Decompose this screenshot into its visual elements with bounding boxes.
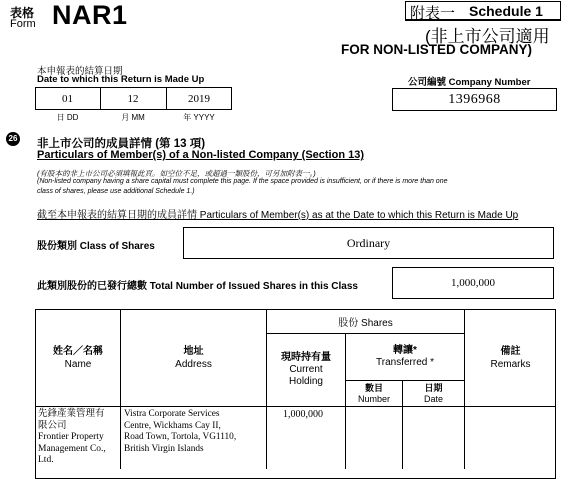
col-address-header [121,310,266,406]
section-note-en-2: class of shares, please use additional Schedule 1.) [37,188,195,195]
col-transferred-header [346,334,464,380]
col-address-zh: 地址 [183,346,204,357]
section-title-en: Particulars of Member(s) of a Non-listed Company (Section 13) [37,149,365,161]
member-address [124,409,236,455]
member-name-line: Frontier Property [38,432,104,442]
schedule-en: Schedule 1 [469,3,543,19]
col-address-en: Address [175,359,212,370]
member-name-line: 限公司 [38,420,67,431]
return-date-day: 01 [62,92,73,105]
col-holding-en-1: Current [289,364,323,375]
member-current-holding: 1,000,000 [283,409,323,420]
return-date-label-zh: 本申報表的結算日期 [37,66,123,77]
company-number-label: 公司編號 Company Number [408,77,531,88]
col-holding-header [267,334,345,406]
form-label-zh: 表格 [10,6,35,20]
return-date-month-label: 月 MM [121,112,145,122]
issued-shares-label: 此類別股份的已發行總數 Total Number of Issued Shares in this Class [37,281,358,292]
col-remarks-zh: 備註 [500,346,521,357]
member-address-line: British Virgin Islands [124,443,204,454]
col-transferred-zh: 轉讓* [393,345,417,356]
member-address-line: Vistra Corporate Services [124,409,220,419]
col-date-header [403,381,464,406]
return-date-year-label: 年 YYYY [183,112,215,122]
form-label-en: Form [10,18,36,30]
issued-shares-value: 1,000,000 [451,277,495,289]
col-date-en: Date [423,393,443,404]
class-of-shares-value: Ordinary [346,235,391,250]
col-holding-zh: 現時持有量 [281,352,331,363]
col-holding-en-2: Holding [289,376,323,387]
section-title-zh: 非上市公司的成員詳情 (第 13 項) [37,138,206,150]
col-number-header [346,381,402,406]
section-number-badge: 26 [6,132,20,146]
col-name-en: Name [64,359,92,370]
member-address-line: Road Town, Tortola, VG1110, [124,432,237,442]
col-date-zh: 日期 [424,382,443,393]
col-number-en: Number [357,393,390,404]
section-note-zh: (有股本的非上市公司必須填報此頁。如空位不足，或超過一類股份，可另加附表一。) [37,169,316,178]
member-name-line: Management Co., [38,443,106,454]
class-of-shares-label: 股份類別 Class of Shares [37,241,155,252]
nonlisted-en: FOR NON-LISTED COMPANY) [341,42,532,57]
members-as-at-heading: 截至本申報表的結算日期的成員詳情 Particulars of Member(s) as at the Date to which this Return is Made Up [37,210,519,221]
return-date-month: 12 [127,92,139,105]
schedule-zh: 附表一 [410,5,456,22]
member-name-line: Ltd. [38,455,54,465]
col-remarks-en: Remarks [490,359,531,370]
form-code: NAR1 [52,0,128,30]
col-number-zh: 數目 [364,382,383,393]
col-transferred-en: Transferred * [376,357,434,368]
company-number-value: 1396968 [448,91,501,107]
return-date-day-label: 日 DD [56,112,79,122]
nonlisted-zh: (非上市公司適用 [425,27,550,46]
section-note-en-1: (Non-listed company having a share capital must complete this page. If the space provided is insufficient, or if there is more than one [37,178,448,185]
col-name-header [36,310,120,406]
col-name-zh: 姓名／名稱 [53,346,103,357]
col-remarks-header [465,310,556,406]
return-date-label-en: Date to which this Return is Made Up [37,74,205,85]
member-name-line: 先鋒產業管理有 [38,409,105,419]
return-date-year: 2019 [188,92,210,105]
member-name [38,409,106,467]
member-address-line: Centre, Wickhams Cay II, [124,420,221,431]
col-shares-header: 股份 Shares [338,318,393,329]
